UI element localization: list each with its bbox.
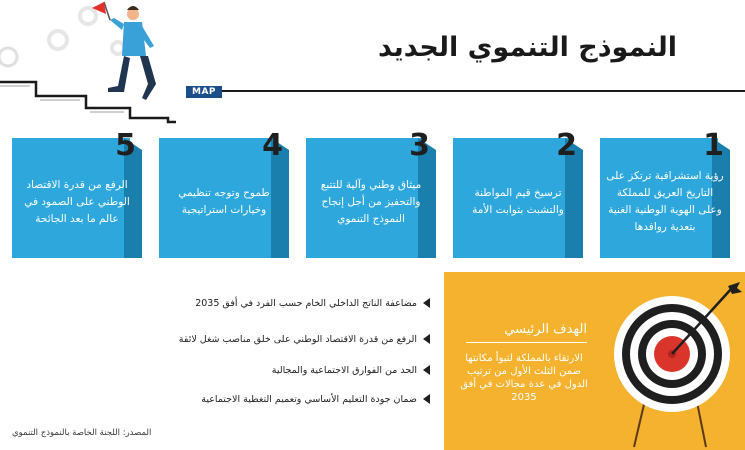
pillars-cards: [0, 128, 745, 263]
card-text: رؤية استشرافية ترتكز على التاريخ العريق للمملكة وعلى الهوية الوطنية الغنية بتعدية روافدها: [606, 170, 724, 233]
goal-title: الهدف الرئيسي: [504, 322, 587, 337]
triangle-bullet-icon: [423, 365, 430, 375]
card-text: طموح وتوجه تنظيمي وخيارات استراتيجية: [178, 187, 270, 216]
main-goal-panel: [444, 272, 745, 450]
map-logo: MAP: [186, 86, 222, 98]
pillar-card-1: [600, 128, 730, 260]
card-text: ميثاق وطني وآلية للتتبع والتحفيز من أجل إنجاح النموذج التنموي: [320, 178, 422, 225]
card-number: 3: [409, 128, 430, 163]
card-text: الرفع من قدرة الاقتصاد الوطني على الصمود في عالم ما بعد الجائحة: [24, 178, 130, 225]
list-item-text: الحد من الفوارق الاجتماعية والمجالية: [271, 364, 417, 376]
page-title: النموذج التنموي الجديد: [378, 32, 677, 63]
list-item: [179, 331, 430, 347]
card-number: 2: [556, 128, 577, 163]
title-divider: [222, 90, 745, 92]
card-text: ترسيخ قيم المواطنة والتشبث بثوابت الأمة: [472, 187, 564, 216]
target-icon: [594, 282, 745, 450]
stairs-climber-illustration: [0, 0, 230, 125]
card-number: 5: [115, 128, 136, 163]
pillar-card-5: [12, 128, 142, 260]
goal-text: الارتقاء بالمملكة لتبوأ مكانتها ضمن الثلث الأول من ترتيب الدول في عدة مجالات في أفق 2035: [460, 353, 588, 403]
triangle-bullet-icon: [423, 334, 430, 344]
pillar-card-4: [159, 128, 289, 260]
list-item-text: مضاعفة الناتج الداخلي الخام حسب الفرد في أفق 2035: [195, 297, 417, 309]
gear-icon: [49, 8, 124, 54]
triangle-bullet-icon: [423, 394, 430, 404]
pillar-card-2: [453, 128, 583, 260]
list-item: [195, 295, 430, 311]
card-number: 4: [262, 128, 283, 163]
list-item-text: الرفع من قدرة الاقتصاد الوطني على خلق مناصب شغل لائقة: [178, 333, 417, 345]
list-item-text: ضمان جودة التعليم الأساسي وتعميم التغطية الاجتماعية: [201, 393, 417, 405]
list-item: [272, 362, 430, 378]
source-note: المصدر: اللجنة الخاصة بالنموذج التنموي: [12, 428, 152, 438]
person-figure: [92, 2, 156, 100]
card-number: 1: [703, 128, 724, 163]
goal-divider: [466, 342, 587, 343]
list-item: [201, 391, 430, 407]
header: [0, 0, 745, 125]
check-circle-icon: [0, 48, 17, 66]
triangle-bullet-icon: [423, 298, 430, 308]
pillar-card-3: [306, 128, 436, 260]
